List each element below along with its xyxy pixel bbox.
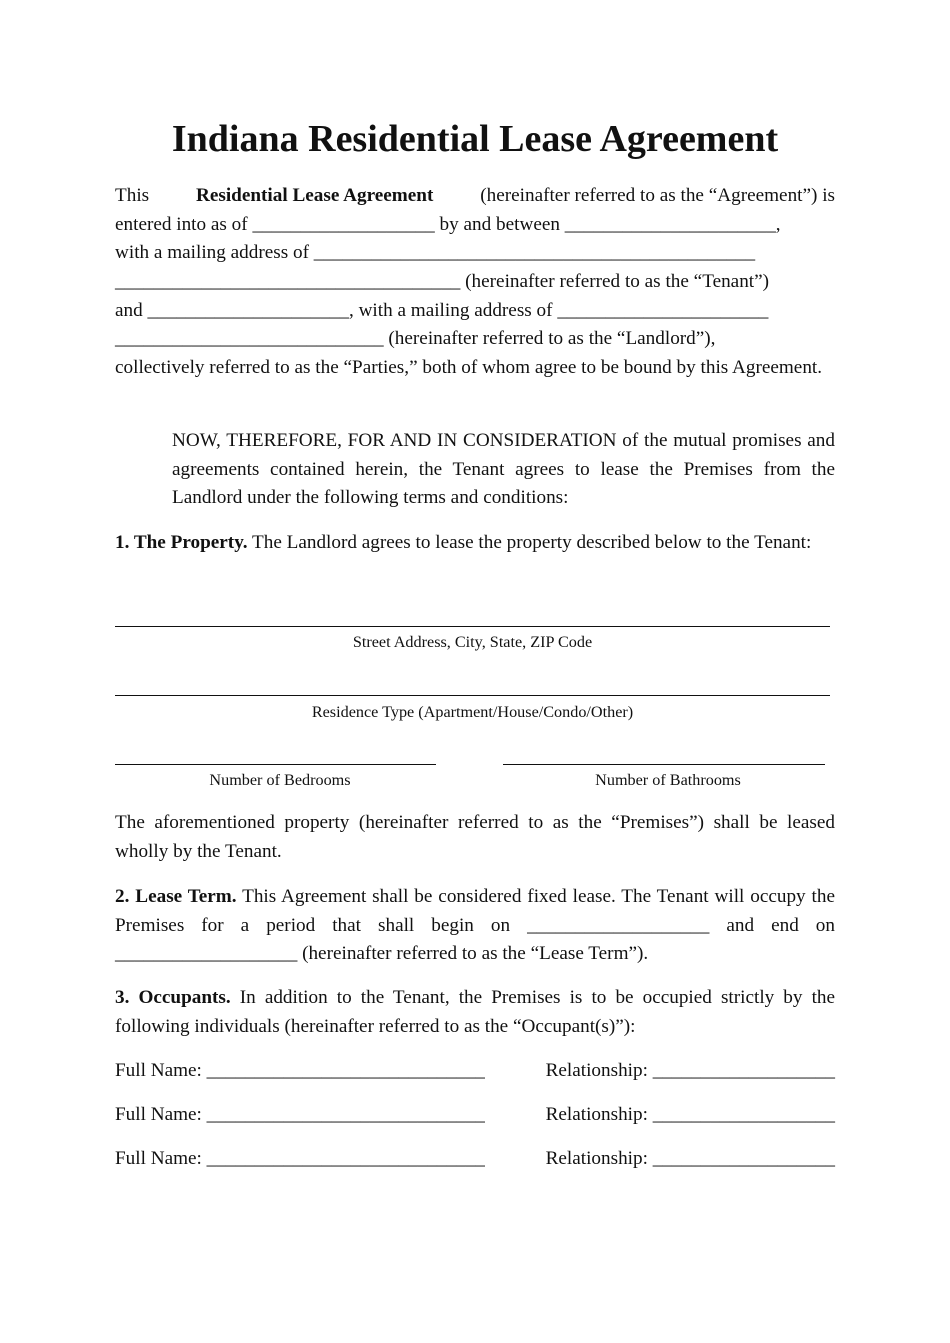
bathrooms-line xyxy=(503,764,825,765)
intro-hereinafter: (hereinafter referred to as the “Agreement”) is xyxy=(480,185,835,206)
address-line xyxy=(115,626,830,627)
premises-clause: The aforementioned property (hereinafter referred to as the “Premises”) shall be leased wholly by the Tenant. xyxy=(115,812,835,862)
intro-line-1 xyxy=(115,182,835,211)
occupant-relationship-field: Relationship: ___________________ xyxy=(545,1060,835,1081)
section-lease-term-text: This Agreement shall be considered fixed lease. The Tenant will occupy the Premises for a period that shall begin on ___________________ and end on ___________________ (hereinafter referred to as the “Lease Term”). xyxy=(115,886,835,965)
caption-address: Street Address, City, State, ZIP Code xyxy=(352,633,593,651)
section-occupants xyxy=(115,984,835,1041)
intro-line-4: ____________________________________ (hereinafter referred to as the “Tenant”) xyxy=(115,271,770,292)
section-lease-term-heading: 2. Lease Term. xyxy=(115,886,237,907)
intro-line-5: and _____________________, with a mailing address of ______________________ xyxy=(115,300,769,321)
occupant-relationship-field: Relationship: ___________________ xyxy=(545,1148,835,1169)
intro-rest: collectively referred to as the “Parties,” both of whom agree to be bound by this Agreement. xyxy=(115,357,823,378)
occupant-relationship-field: Relationship: ___________________ xyxy=(545,1104,835,1125)
agreement-name: Residential Lease Agreement xyxy=(196,185,434,206)
intro-line-2: entered into as of ___________________ by and between ______________________, xyxy=(115,214,781,235)
intro-line-6: ____________________________ (hereinafter referred to as the “Landlord”), xyxy=(115,328,716,349)
caption-bedrooms: Number of Bedrooms xyxy=(209,771,351,789)
caption-residence-type: Residence Type (Apartment/House/Condo/Other) xyxy=(311,703,634,721)
occupant-row xyxy=(115,1145,835,1174)
bedrooms-line xyxy=(115,764,436,765)
residence-type-line xyxy=(115,695,830,696)
section-property-text: The Landlord agrees to lease the property described below to the Tenant: xyxy=(252,532,812,553)
section-lease-term xyxy=(115,883,835,969)
occupant-name-field: Full Name: _____________________________ xyxy=(115,1104,485,1125)
intro-line-3: with a mailing address of ______________________________________________ xyxy=(115,242,756,263)
section-occupants-heading: 3. Occupants. xyxy=(115,987,231,1008)
document-title: Indiana Residential Lease Agreement xyxy=(171,118,779,160)
occupant-row xyxy=(115,1101,835,1130)
consideration-clause: NOW, THEREFORE, FOR AND IN CONSIDERATION of the mutual promises and agreements contained herein, the Tenant agrees to lease the Premises from the Landlord under the following terms and conditions: xyxy=(172,430,835,509)
caption-bathrooms: Number of Bathrooms xyxy=(595,771,741,789)
section-occupants-text: In addition to the Tenant, the Premises is to be occupied strictly by the following individuals (hereinafter referred to as the “Occupant(s)”): xyxy=(115,987,836,1037)
occupant-row xyxy=(115,1057,835,1086)
section-property xyxy=(115,529,835,558)
occupant-name-field: Full Name: _____________________________ xyxy=(115,1148,485,1169)
intro-this: This xyxy=(115,185,150,206)
section-property-heading: 1. The Property. xyxy=(115,532,248,553)
occupant-name-field: Full Name: _____________________________ xyxy=(115,1060,485,1081)
